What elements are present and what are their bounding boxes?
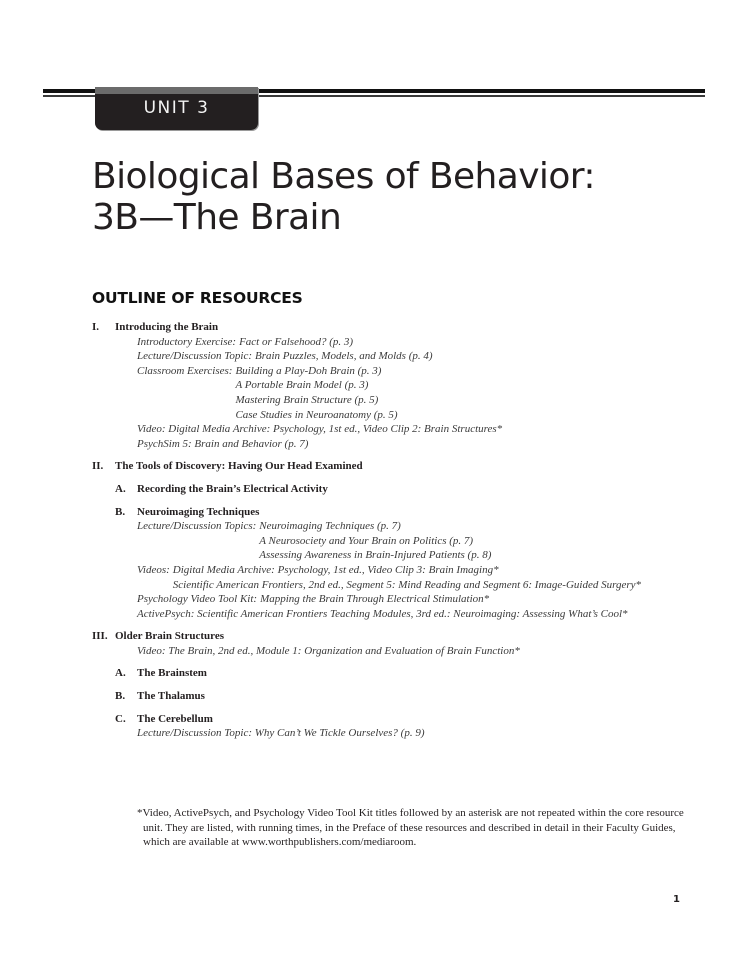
section-title: The Tools of Discovery: Having Our Head Examined <box>115 460 363 473</box>
section-1-resources <box>92 335 692 452</box>
resource-value: Neuroimaging Techniques (p. 7) <box>259 520 401 533</box>
resource-item <box>137 335 692 350</box>
page-number: 1 <box>673 894 680 905</box>
outline-section-3 <box>92 629 692 644</box>
subsection-letter: B. <box>115 505 126 518</box>
resource-value: Case Studies in Neuroanatomy (p. 5) <box>235 408 398 421</box>
subsection-title: The Thalamus <box>137 690 205 703</box>
subsection-letter: C. <box>115 712 126 725</box>
resource-label: Lecture/Discussion Topic: <box>137 350 252 363</box>
subsection-3c-resources <box>92 726 692 741</box>
resource-item <box>137 563 692 592</box>
resource-item <box>137 519 692 563</box>
unit-tab <box>95 87 258 130</box>
subsection-title: The Cerebellum <box>137 712 213 725</box>
resource-value-list <box>235 364 692 422</box>
page-title-line-1: Biological Bases of Behavior: <box>92 156 595 197</box>
outline-section-2 <box>92 459 692 474</box>
section-title: Older Brain Structures <box>115 630 224 643</box>
section-heading: OUTLINE OF RESOURCES <box>92 289 303 307</box>
section-3-resources <box>92 644 692 659</box>
resource-label: Videos: <box>137 563 170 576</box>
unit-tab-band <box>95 87 258 94</box>
resource-item <box>137 364 692 422</box>
section-number: I. <box>92 321 100 333</box>
resource-label: Lecture/Discussion Topics: <box>137 520 257 533</box>
resource-item <box>137 349 692 364</box>
resource-item: Video: The Brain, 2nd ed., Module 1: Organization and Evaluation of Brain Function* <box>137 644 520 657</box>
subsection-title: Neuroimaging Techniques <box>137 505 260 518</box>
resource-label: Psychology Video Tool Kit: <box>137 593 258 606</box>
section-title: Introducing the Brain <box>115 321 219 333</box>
resource-item: Video: Digital Media Archive: Psychology, 1st ed., Video Clip 2: Brain Structures* <box>137 423 503 436</box>
section-number: II. <box>92 460 104 473</box>
resource-item <box>137 592 692 607</box>
section-number: III. <box>92 630 108 643</box>
resource-value: Brain Puzzles, Models, and Molds (p. 4) <box>255 350 433 363</box>
resource-value: A Neurosociety and Your Brain on Politics (p. 7) <box>259 534 474 547</box>
subsection-title: Recording the Brain’s Electrical Activity <box>137 482 328 495</box>
resource-value: Building a Play-Doh Brain (p. 3) <box>235 364 382 377</box>
page-title-line-2: 3B—The Brain <box>92 197 342 238</box>
resource-label: Introductory Exercise: <box>137 335 237 348</box>
footnote: *Video, ActivePsych, and Psychology Video Tool Kit titles followed by an asterisk are not repeated within the core resource unit. They are listed, with running times, in the Preface of these resources and described in detail in their Faculty Guides, which are available at www.worthpublishers.com/mediaroom. <box>137 807 684 849</box>
resource-value-list <box>259 519 692 563</box>
resource-item: Lecture/Discussion Topic: Why Can’t We Tickle Ourselves? (p. 9) <box>137 727 425 740</box>
outline-subsection-2a <box>92 482 692 497</box>
resource-value: Fact or Falsehood? (p. 3) <box>239 335 354 348</box>
resource-item: PsychSim 5: Brain and Behavior (p. 7) <box>137 437 309 450</box>
resource-value: Digital Media Archive: Psychology, 1st ed., Video Clip 3: Brain Imaging* <box>172 563 499 576</box>
subsection-2b-resources <box>92 519 692 621</box>
resource-value: A Portable Brain Model (p. 3) <box>235 379 369 392</box>
subsection-letter: A. <box>115 667 126 680</box>
resource-value: Mastering Brain Structure (p. 5) <box>235 393 379 406</box>
resource-value-list <box>173 563 692 592</box>
outline-subsection-3b <box>92 689 692 704</box>
unit-label: UNIT 3 <box>143 98 210 118</box>
subsection-title: The Brainstem <box>137 667 207 680</box>
page-title <box>92 156 692 238</box>
subsection-letter: B. <box>115 690 126 703</box>
resource-value: Assessing Awareness in Brain-Injured Patients (p. 8) <box>259 549 492 562</box>
resource-item: ActivePsych: Scientific American Frontiers Teaching Modules, 3rd ed.: Neuroimaging: Assessing What’s Cool* <box>137 607 628 620</box>
outline-subsection-2b <box>92 505 692 520</box>
outline-section-1 <box>92 320 692 335</box>
outline-subsection-3a <box>92 666 692 681</box>
resource-value: Mapping the Brain Through Electrical Stimulation* <box>260 593 490 606</box>
outline <box>92 320 692 741</box>
subsection-letter: A. <box>115 482 126 495</box>
resource-label: Classroom Exercises: <box>137 364 233 377</box>
resource-value: Scientific American Frontiers, 2nd ed., Segment 5: Mind Reading and Segment 6: Image-Guided Surgery* <box>172 578 642 591</box>
outline-subsection-3c <box>92 712 692 727</box>
